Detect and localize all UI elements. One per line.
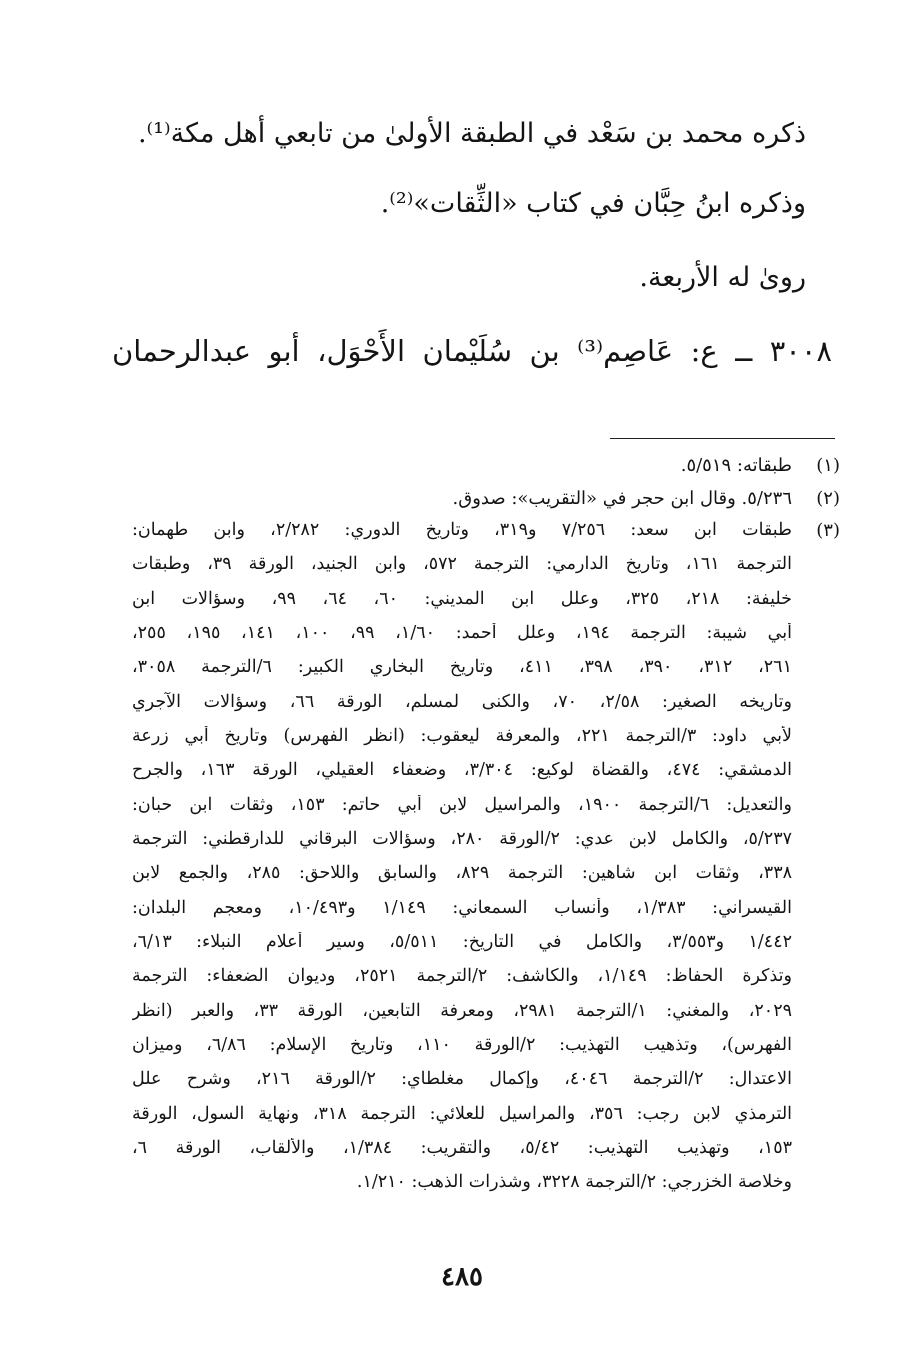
footnote-3-line: وتاريخه الصغير: ٢/٥٨، ٧٠، والكنى لمسلم، الورقة ٦٦، وسؤالات الآجري <box>132 692 792 712</box>
footnote-3-line: ٥/٢٣٧، والكامل لابن عدي: ٢/الورقة ٢٨٠، وسؤالات البرقاني للدارقطني: الترجمة <box>132 829 792 849</box>
footnote-3-line: القيسراني: ١/٣٨٣، وأنساب السمعاني: ١/١٤٩ و١٠/٤٩٣، ومعجم البلدان: <box>132 898 792 918</box>
footnote-3-line: ٣٣٨، وثقات ابن شاهين: الترجمة ٨٢٩، والسابق واللاحق: ٢٨٥، والجمع لابن <box>132 863 792 883</box>
footnote-3-line: الفهرس)، وتذهيب التهذيب: ٢/الورقة ١١٠، وتاريخ الإسلام: ٦/٨٦، وميزان <box>132 1035 792 1055</box>
footnote-2-text: ٥/٢٣٦. وقال ابن حجر في «التقريب»: صدوق. <box>452 488 792 509</box>
footnote-3-line: والتعديل: ٦/الترجمة ١٩٠٠، والمراسيل لابن أبي حاتم: ١٥٣، وثقات ابن حبان: <box>132 795 792 815</box>
body-line-2: وذكره ابنُ حِبَّان في كتاب «الثِّقات»⁽²⁾. <box>380 188 806 219</box>
footnote-3-line: وخلاصة الخزرجي: ٢/الترجمة ٣٢٢٨، وشذرات الذهب: ١/٢١٠. <box>356 1172 792 1192</box>
footnote-3-line: الترجمة ١٦١، وتاريخ الدارمي: الترجمة ٥٧٢، وابن الجنيد، الورقة ٣٩، وطبقات <box>132 554 792 574</box>
footnote-3-line: الدمشقي: ٤٧٤، والقضاة لوكيع: ٣/٣٠٤، وضعفاء العقيلي، الورقة ١٦٣، والجرح <box>132 760 792 780</box>
footnote-2-number: (٢) <box>816 488 840 509</box>
footnote-1-number: (١) <box>816 455 840 476</box>
footnote-3-line: أبي شيبة: الترجمة ١٩٤، وعلل أحمد: ١/٦٠، ٩٩، ١٠٠، ١٤١، ١٩٥، ٢٥٥، <box>132 623 792 643</box>
page-number: ٤٨٥ <box>441 1262 483 1292</box>
footnote-3-line: ٢٦١، ٣١٢، ٣٩٠، ٣٩٨، ٤١١، وتاريخ البخاري الكبير: ٦/الترجمة ٣٠٥٨، <box>132 657 792 677</box>
footnote-3-line: الاعتدال: ٢/الترجمة ٤٠٤٦، وإكمال مغلطاي: ٢/الورقة ٢١٦، وشرح علل <box>132 1069 792 1089</box>
footnote-3-line: خليفة: ٢١٨، ٣٢٥، وعلل ابن المديني: ٦٠، ٦٤، ٩٩، وسؤالات ابن <box>132 589 792 609</box>
footnote-3-line: ١٥٣، وتهذيب التهذيب: ٥/٤٢، والتقريب: ١/٣٨٤، والألقاب، الورقة ٦، <box>132 1138 792 1158</box>
footnote-3-line: ١/٤٤٢ و٣/٥٥٣، والكامل في التاريخ: ٥/٥١١، وسير أعلام النبلاء: ٦/١٣، <box>132 932 792 952</box>
footnote-3-line: الترمذي لابن رجب: ٣٥٦، والمراسيل للعلائي: الترجمة ٣١٨، ونهاية السول، الورقة <box>132 1104 792 1124</box>
footnote-3-line: ٢٠٢٩، والمغني: ١/الترجمة ٢٩٨١، ومعرفة التابعين، الورقة ٣٣، والعبر (انظر <box>132 1001 792 1021</box>
footnote-3-line: وتذكرة الحفاظ: ١/١٤٩، والكاشف: ٢/الترجمة ٢٥٢١، وديوان الضعفاء: الترجمة <box>132 966 792 986</box>
body-line-3: رویٰ له الأربعة. <box>639 262 806 293</box>
entry-heading: ٣٠٠٨ ــ ع: عَاصِم⁽³⁾ بن سُلَيْمان الأَحْوَل، أبو عبدالرحمان <box>112 334 832 368</box>
footnote-3-line: لأبي داود: ٣/الترجمة ٢٢١، والمعرفة ليعقوب: (انظر الفهرس) وتاريخ أبي زرعة <box>132 726 792 746</box>
footnote-3-line: طبقات ابن سعد: ٧/٢٥٦ و٣١٩، وتاريخ الدوري: ٢/٢٨٢، وابن طهمان: <box>132 520 792 540</box>
body-line-1: ذكره محمد بن سَعْد في الطبقة الأولىٰ من تابعي أهل مكة⁽¹⁾. <box>137 118 806 149</box>
footnote-separator <box>610 438 835 439</box>
footnote-1-text: طبقاته: ٥/٥١٩. <box>680 455 792 476</box>
footnote-3-number: (٣) <box>816 520 840 541</box>
